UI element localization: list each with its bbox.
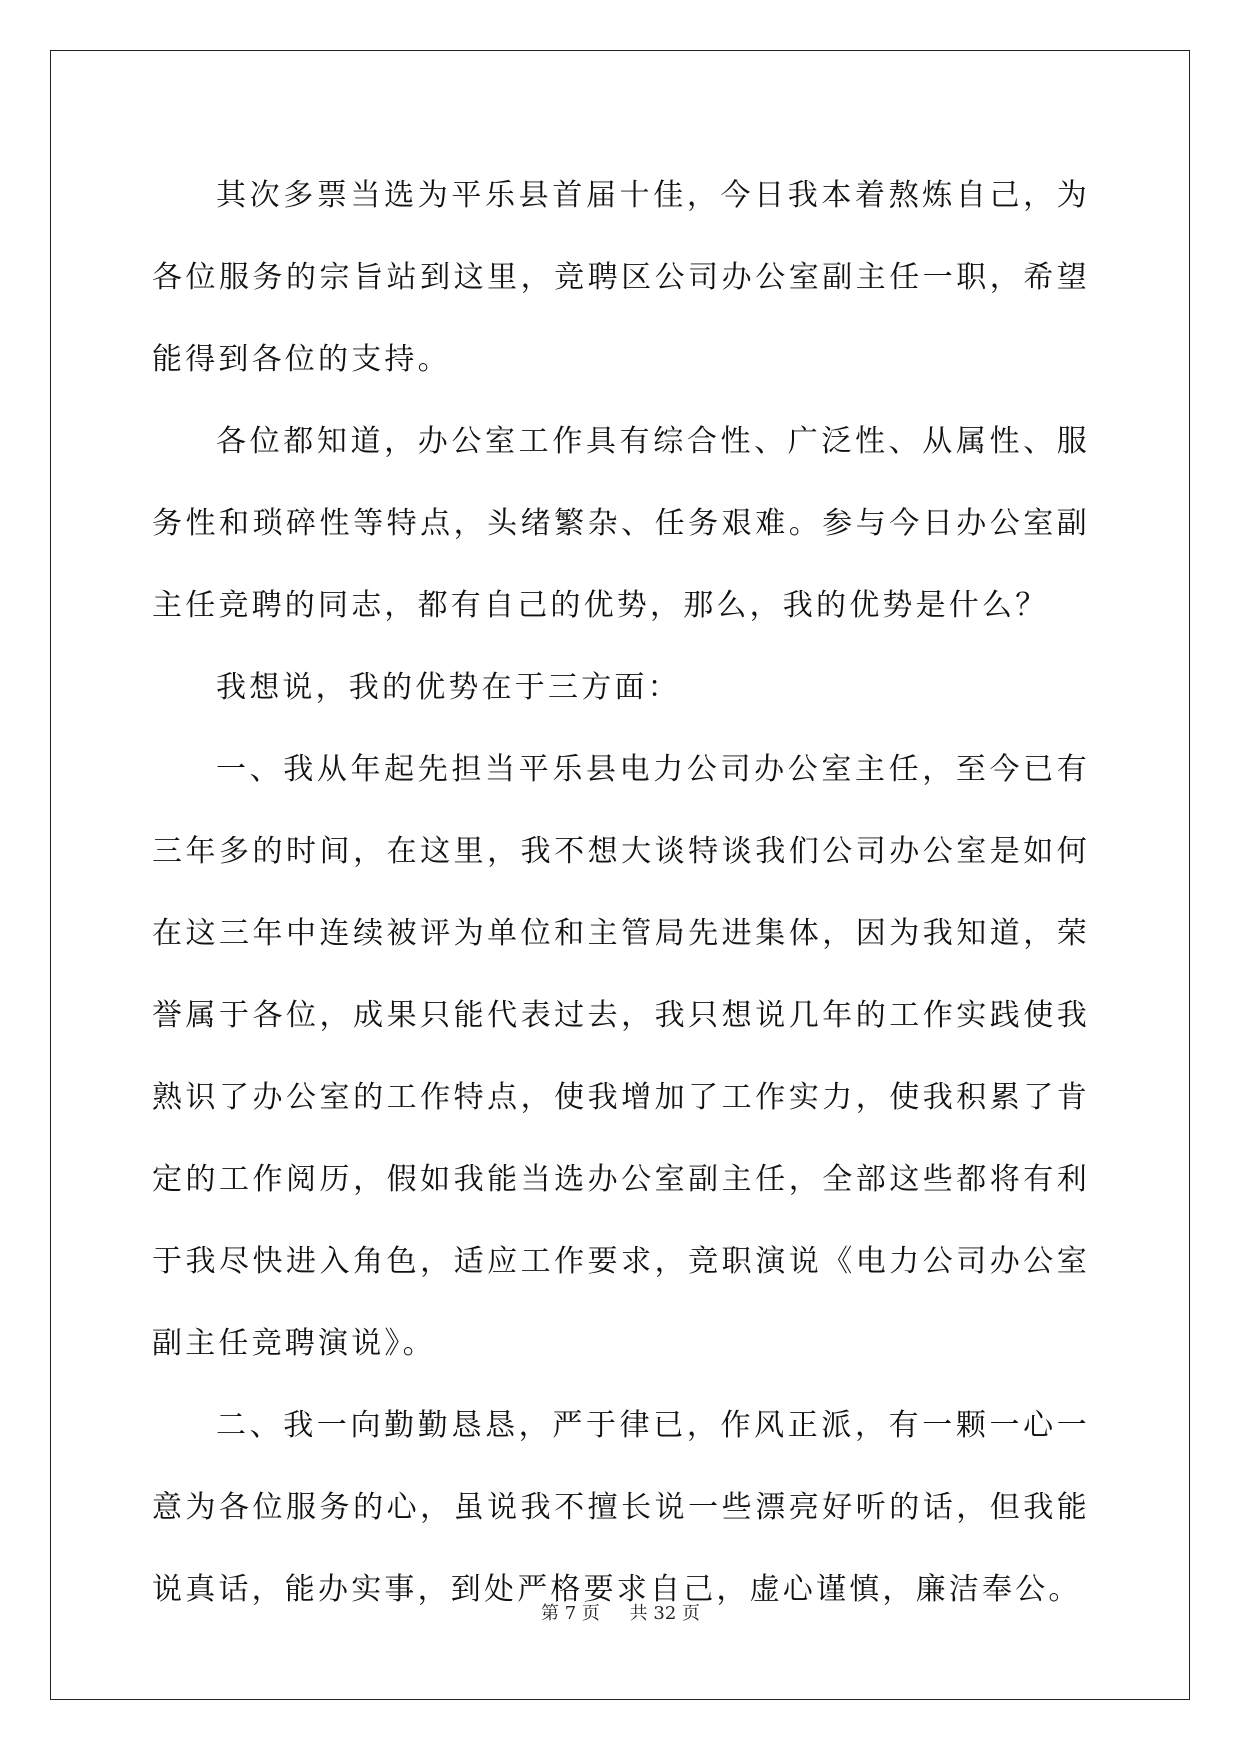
- paragraph: 各位都知道，办公室工作具有综合性、广泛性、从属性、服务性和琐碎性等特点，头绪繁杂、任务艰难。参与今日办公室副主任竞聘的同志，都有自己的优势，那么，我的优势是什么？: [152, 424, 1090, 623]
- page-number: 第 7 页: [541, 1603, 600, 1624]
- paragraph: 其次多票当选为平乐县首届十佳，今日我本着熬炼自己，为各位服务的宗旨站到这里，竞聘区公司办公室副主任一职，希望能得到各位的支持。: [152, 178, 1090, 377]
- paragraph: 二、我一向勤勤恳恳，严于律已，作风正派，有一颗一心一意为各位服务的心，虽说我不擅长说一些漂亮好听的话，但我能说真话，能办实事，到处严格要求自己，虚心谨慎，廉洁奉公。: [152, 1408, 1090, 1607]
- page-total: 共 32 页: [629, 1603, 700, 1624]
- page-footer: [0, 1599, 1241, 1625]
- paragraph: 我想说，我的优势在于三方面：: [216, 670, 681, 705]
- paragraph: 一、我从年起先担当平乐县电力公司办公室主任，至今已有三年多的时间，在这里，我不想大谈特谈我们公司办公室是如何在这三年中连续被评为单位和主管局先进集体，因为我知道，荣誉属于各位，成果只能代表过去，我只想说几年的工作实践使我熟识了办公室的工作特点，使我增加了工作实力，使我积累了肯定的工作阅历，假如我能当选办公室副主任，全部这些都将有利于我尽快进入角色，适应工作要求，竞职演说《电力公司办公室副主任竞聘演说》。: [152, 752, 1090, 1361]
- document-body: [152, 155, 1090, 1631]
